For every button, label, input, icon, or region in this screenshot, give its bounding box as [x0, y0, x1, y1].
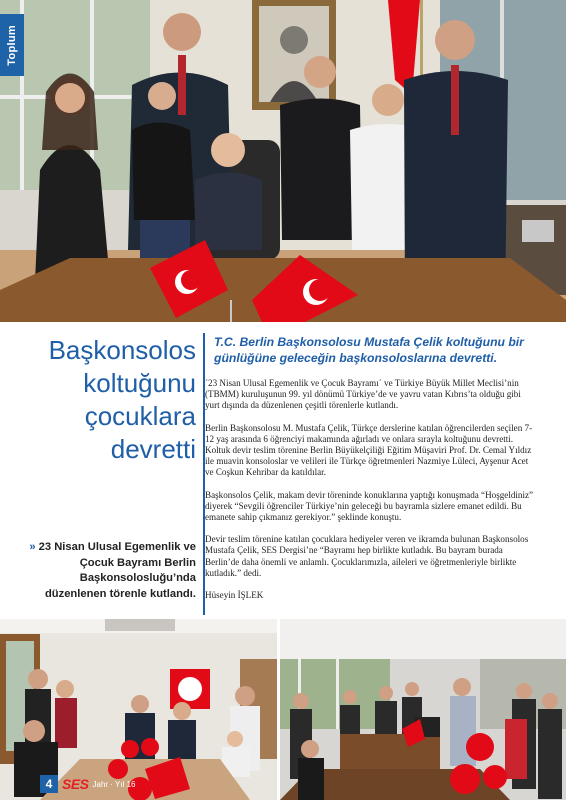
hero-photo [0, 0, 566, 322]
pull-quote-arrow: » [29, 541, 36, 553]
photo-bottom-right [280, 619, 566, 800]
article-headline [20, 334, 196, 466]
pull-quote [20, 540, 196, 602]
headline-line-2: koltuğunu [83, 368, 196, 398]
headline-line-4: devretti [110, 434, 196, 464]
article-subheading: T.C. Berlin Başkonsolosu Mustafa Çelik koltuğunu bir günlüğüne geleceğin başkonsoloslarına devretti. [214, 335, 524, 365]
headline-line-3: çocuklara [84, 401, 196, 431]
section-tab-label: Toplum [6, 24, 18, 66]
page-number: 4 [40, 775, 58, 793]
issue-label: Jahr · Yıl 16 [92, 779, 136, 789]
body-paragraph-3: Başkonsolos Çelik, makam devir töreninde konuklarına yaptığı konuşmada “Hoşgeldiniz” diyerek “Sevgili öğrenciler Türkiye’nin geleceği bu bayramla sizlere emanet edildi. Bu emanete sahip çıkmanız gerekiyor.” şeklinde konuştu. [205, 489, 534, 523]
section-tab [0, 14, 24, 76]
body-paragraph-4: Devir teslim törenine katılan çocuklara hediyeler veren ve ikramda bulunan Başkonsolos Mustafa Çelik, SES Dergisi’ne “Bayramı hep birlikte kutladık. Bu bayram burada Berlin’de daha önemli ve anlamlı. Çocuklarımızla, aileleri ve öğretmenleriyle birlikte kutladık.” dedi. [205, 534, 529, 578]
body-paragraph-2: Berlin Başkonsolosu M. Mustafa Çelik, Türkçe derslerine katılan öğrencilerden seçilen 7-12 yaş arasında 6 öğrenciyi makamında ağırladı ve onlara sırayla koltuğunu devretti. Koltuk devir teslim törenine Berlin Büyükelçiliği Eğitim Müşaviri Prof. Dr. Cemal Yıldız ile muavin konsoloslar ve velileri ile Türkçe öğretmenleri Nazmiye Lüleci, Ayşenur Acet ve Coşkun Kehribar da katıldılar. [205, 422, 533, 478]
body-paragraph-1: ´23 Nisan Ulusal Egemenlik ve Çocuk Bayramı´ ve Türkiye Büyük Millet Meclisi’nin (TBMM) kuruluşunun 99. yıl dönümü Türkiye’de ve yavru vatan Kıbrıs’ta olduğu gibi yurt dışında da düzenlenen çeşitli törenlerle kutlandı. [205, 378, 521, 411]
pull-quote-text: 23 Nisan Ulusal Egemenlik ve Çocuk Bayramı Berlin Başkonsolosluğu’nda düzenlenen törenle kutlandı. [38, 541, 196, 600]
magazine-logo: SES [62, 776, 89, 792]
page-footer [0, 773, 160, 795]
article-body [205, 378, 535, 612]
headline-line-1: Başkonsolos [48, 335, 196, 365]
article-author: Hüseyin İŞLEK [205, 590, 264, 601]
